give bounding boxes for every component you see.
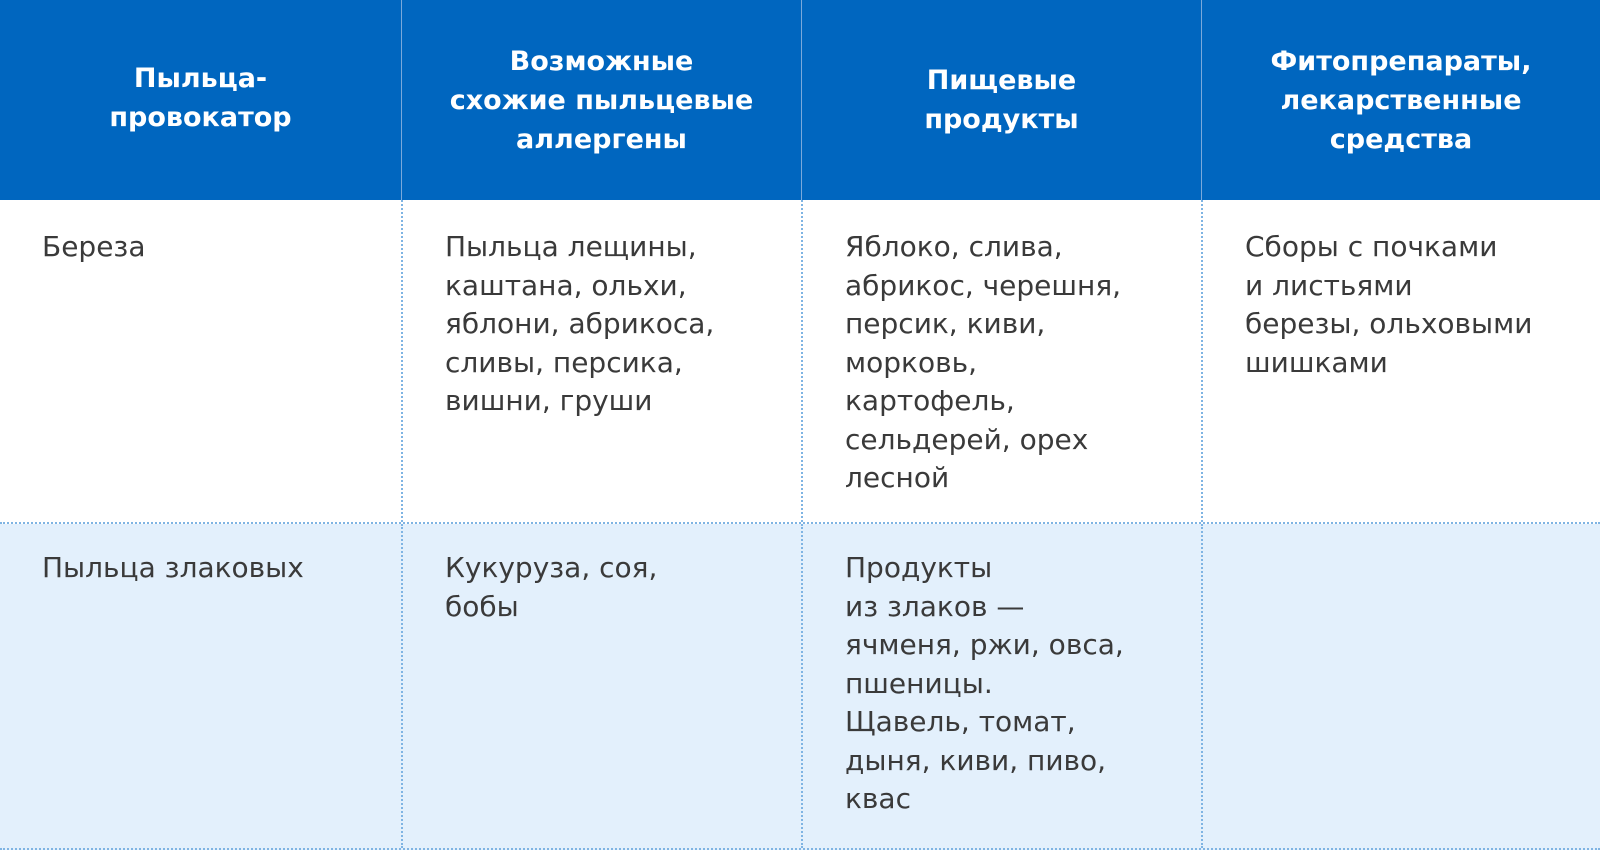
table-cell: Сборы с почками и листьями березы, ольховыми шишками [1201, 200, 1600, 522]
table-cell: Яблоко, слива, абрикос, черешня, персик, киви, морковь, картофель, сельдерей, орех лесной [801, 200, 1201, 522]
table-cell: Пыльца лещины, каштана, ольхи, яблони, абрикоса, сливы, персика, вишни, груши [401, 200, 801, 522]
header-herbal-medicines: Фитопрепараты, лекарственные средства [1201, 0, 1600, 200]
table-row [0, 524, 1600, 850]
table-cell: Кукуруза, соя, бобы [401, 524, 801, 848]
table-cell: Пыльца злаковых [42, 551, 304, 584]
table-cell: Береза [42, 230, 146, 263]
table-header-row [0, 0, 1600, 200]
header-similar-allergens: Возможные схожие пыльцевые аллергены [401, 0, 801, 200]
header-food-products: Пищевые продукты [801, 0, 1201, 200]
table-cell [1201, 524, 1600, 848]
table-cell: Продукты из злаков — ячменя, ржи, овса, пшеницы. Щавель, томат, дыня, киви, пиво, квас [801, 524, 1201, 848]
table-row [0, 200, 1600, 524]
header-pollen-trigger: Пыльца- провокатор [109, 63, 292, 133]
